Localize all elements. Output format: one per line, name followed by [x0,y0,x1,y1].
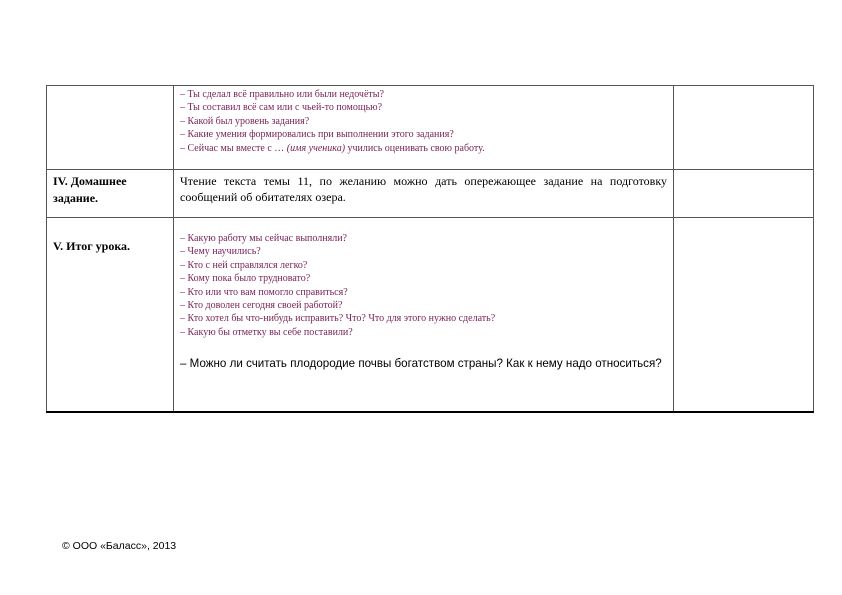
questions-cell [174,86,674,170]
question-item: – Какую работу мы сейчас выполняли? [180,233,347,244]
question-item: – Какую бы отметку вы себе поставили? [180,326,353,338]
question-item: – Кто доволен сегодня своей работой? [180,300,343,312]
question-item: – Ты сделал всё правильно или были недочёты? [180,89,384,100]
question-list [180,232,667,339]
notes-cell [674,86,814,170]
questions-cell [174,218,674,412]
question-item: – Чему научились? [180,246,261,258]
lesson-plan-table [46,85,814,413]
table-row-homework [47,170,814,218]
question-item: – Сейчас мы вместе с … (имя ученика) учились оценивать свою работу. [180,142,485,154]
homework-text: Чтение текста темы 11, по желанию можно дать опережающее задание на подготовку сообщений об обитателях озера. [174,170,674,218]
table-row-self-assessment [47,86,814,170]
question-item: – Ты составил всё сам или с чьей-то помощью? [180,102,383,114]
question-item: – Кто хотел бы что-нибудь исправить? Что? Что для этого нужно сделать? [180,313,496,325]
student-name-placeholder: (имя ученика) [286,142,346,154]
notes-cell [674,170,814,218]
question-item: – Какой был уровень задания? [180,115,310,127]
question-item: – Кто с ней справлялся легко? [180,259,308,271]
stage-cell [47,86,174,170]
question-item: – Какие умения формировались при выполнении этого задания? [180,129,454,141]
closing-question: – Можно ли считать плодородие почвы богатством страны? Как к нему надо относиться? [180,357,662,371]
question-item: – Кому пока было трудновато? [180,273,311,285]
stage-title-summary: V. Итог урока. [47,218,174,412]
notes-cell [674,218,814,412]
stage-title-homework: IV. Домашнее задание. [47,170,174,218]
copyright-footer: © ООО «Баласс», 2013 [62,540,177,552]
question-list [180,88,667,142]
table-row-summary [47,218,814,412]
question-item: – Кто или что вам помогло справиться? [180,286,348,298]
